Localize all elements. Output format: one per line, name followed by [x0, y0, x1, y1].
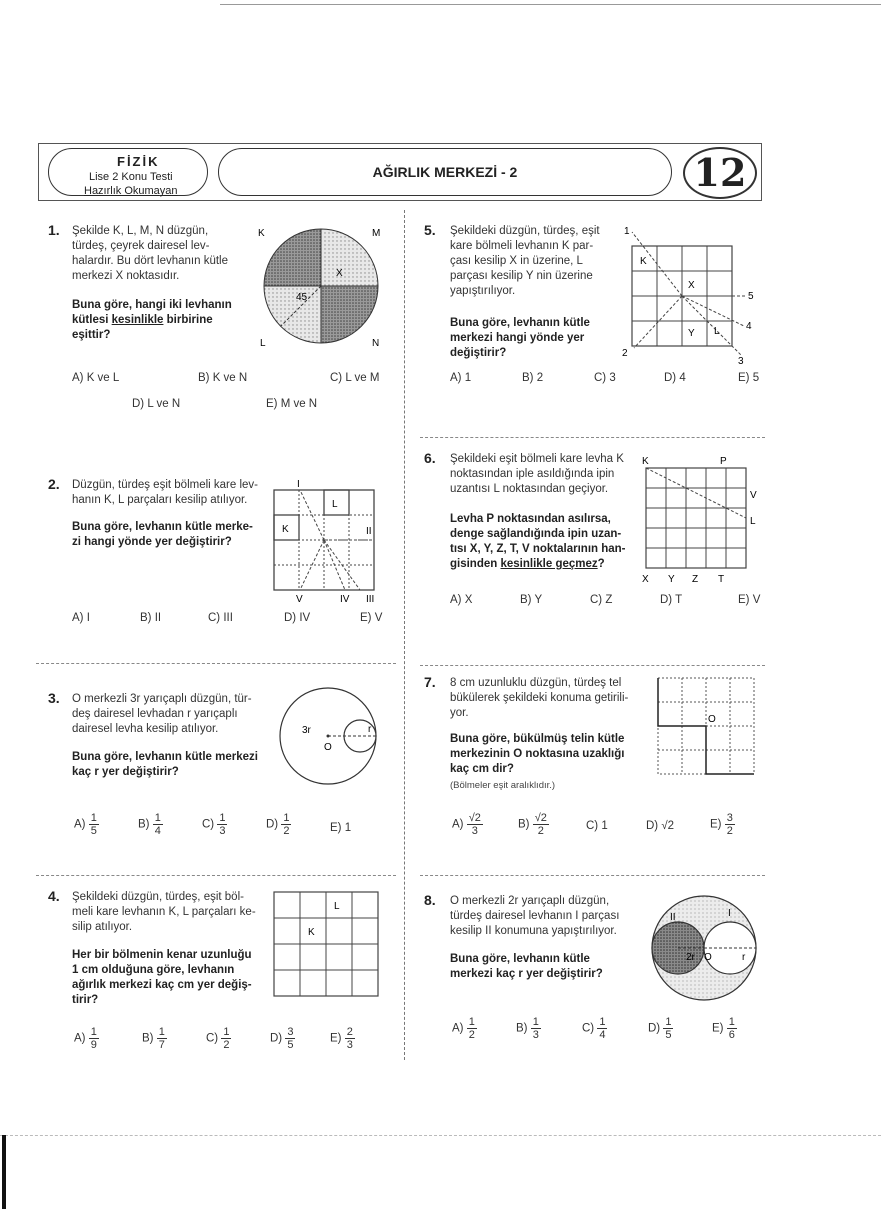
question-text [72, 478, 277, 508]
text-line: Şekildeki düzgün, türdeş, eşit [450, 225, 600, 237]
denominator: 5 [665, 1029, 672, 1041]
title-badge [218, 148, 672, 196]
option-e[interactable] [330, 1026, 355, 1051]
option-letter: B) [516, 1022, 528, 1035]
prompt-fragment: kütlesi [72, 314, 112, 326]
note: (Bölmeler eşit aralıklıdır.) [450, 780, 556, 791]
prompt-fragment: gisinden [450, 558, 501, 570]
prompt-line: Buna göre, levhanın kütle [450, 317, 590, 329]
option-letter: C) [206, 1032, 219, 1045]
question-prompt [72, 948, 272, 1008]
text-line: kesilip II konumuna yapıştırılıyor. [450, 925, 617, 937]
label-X: X [336, 268, 343, 279]
prompt-line: eşittir? [72, 329, 111, 341]
label-IV: IV [340, 594, 350, 605]
fraction [727, 1016, 737, 1041]
text-line: yor. [450, 707, 469, 719]
numerator: 1 [468, 1016, 475, 1028]
text-line: meli kare levhanın K, L parçaları ke- [72, 906, 256, 918]
prompt-line: kaç cm dir? [450, 763, 514, 775]
question-prompt [72, 298, 282, 343]
option-e[interactable] [710, 812, 735, 837]
prompt-fragment: birbirine [163, 314, 213, 326]
option-c[interactable] [206, 1026, 231, 1051]
label-V: V [296, 594, 303, 605]
label-L: L [750, 516, 756, 527]
option-b[interactable] [518, 812, 549, 837]
left-edge-bar [2, 1135, 6, 1209]
option-c[interactable]: C) 3 [594, 372, 616, 384]
text-line: O merkezli 3r yarıçaplı düzgün, tür- [72, 693, 252, 705]
option-c[interactable] [582, 1016, 607, 1041]
option-letter: D) [648, 1022, 661, 1035]
fraction [157, 1026, 167, 1051]
prompt-line: değiştirir? [450, 347, 507, 359]
emphasis: kesinlikle geçmez [500, 558, 598, 570]
numerator: 1 [665, 1016, 672, 1028]
page-title: AĞIRLIK MERKEZİ - 2 [372, 164, 518, 180]
denominator: 2 [537, 825, 544, 837]
question-number: 4. [48, 888, 60, 904]
text-line: yapıştırılıyor. [450, 285, 516, 297]
fraction [281, 812, 291, 837]
fraction [533, 812, 549, 837]
text-line: Şekildeki düzgün, türdeş, eşit böl- [72, 891, 244, 903]
prompt-line: merkezi hangi yönde yer [450, 332, 585, 344]
fraction [89, 1026, 99, 1051]
option-c[interactable] [202, 812, 227, 837]
numerator: 1 [532, 1016, 539, 1028]
text-line: 8 cm uzunluklu düzgün, türdeş tel [450, 677, 622, 689]
fraction [663, 1016, 673, 1041]
text-line: Düzgün, türdeş eşit bölmeli kare lev- [72, 479, 258, 491]
question-number: 8. [424, 892, 436, 908]
option-a[interactable]: A) X [450, 594, 473, 606]
bottom-divider [0, 1135, 881, 1136]
question-text [72, 224, 282, 284]
option-letter: D) [270, 1032, 283, 1045]
denominator: 3 [346, 1039, 353, 1051]
option-b[interactable] [138, 812, 163, 837]
fraction [467, 812, 483, 837]
option-e[interactable]: E) 1 [330, 822, 352, 834]
subject: FİZİK [117, 154, 160, 169]
test-number: 12 [683, 147, 757, 199]
label-X: X [688, 280, 695, 291]
option-letter: B) [138, 818, 150, 831]
label-L: L [334, 901, 340, 912]
option-d[interactable] [266, 812, 291, 837]
option-d[interactable]: D) L ve N [132, 398, 181, 410]
denominator: 4 [599, 1029, 606, 1041]
fraction [285, 1026, 295, 1051]
option-letter: C) [202, 818, 215, 831]
prompt-line: denge sağlandığında ipin uzan- [450, 528, 622, 540]
row-divider-5 [420, 875, 765, 876]
prompt-fragment: ? [597, 558, 605, 570]
prompt-line: Buna göre, bükülmüş telin kütle [450, 733, 625, 745]
prompt-line: merkezi kaç r yer değiştirir? [450, 968, 603, 980]
option-a[interactable]: A) I [72, 612, 90, 624]
denominator: 5 [90, 825, 97, 837]
option-a[interactable] [452, 1016, 477, 1041]
denominator: 2 [223, 1039, 230, 1051]
label-II: II [670, 912, 676, 923]
option-letter: E) [710, 818, 722, 831]
fraction [725, 812, 735, 837]
numerator: 1 [223, 1026, 230, 1038]
label-P: P [720, 456, 727, 467]
option-letter: D) [266, 818, 279, 831]
label-K: K [282, 524, 289, 535]
prompt-line: tirir? [72, 994, 99, 1006]
option-d[interactable]: D) T [660, 594, 683, 606]
circle-figure [274, 684, 386, 792]
numerator: 1 [154, 812, 161, 824]
option-letter: E) [712, 1022, 724, 1035]
prompt-line [72, 313, 282, 328]
option-b[interactable]: B) Y [520, 594, 543, 606]
option-a[interactable] [74, 812, 99, 837]
direction-5: 5 [748, 291, 754, 302]
prompt-line: zi hangi yönde yer değiştirir? [72, 536, 232, 548]
option-b[interactable] [142, 1026, 167, 1051]
question-text [72, 692, 282, 737]
text-line: türdeş dairesel levhanın I parçası [450, 910, 620, 922]
label-3r: 3r [302, 725, 311, 736]
denominator: 3 [532, 1029, 539, 1041]
label-L: L [260, 338, 266, 349]
column-divider [404, 210, 405, 1060]
text-line: türdeş, çeyrek dairesel lev- [72, 240, 210, 252]
text-line: dairesel levha kesilip atılıyor. [72, 723, 219, 735]
bent-wire-figure [654, 674, 760, 778]
question-prompt [72, 750, 282, 780]
grid-arrows-figure [618, 222, 758, 368]
fraction [217, 812, 227, 837]
numerator: √2 [468, 812, 481, 824]
label-II: II [366, 526, 372, 537]
text-line: kare bölmeli levhanın K par- [450, 240, 594, 252]
question-number: 1. [48, 222, 60, 238]
text-line: Şekilde K, L, M, N düzgün, [72, 225, 209, 237]
option-e[interactable]: E) M ve N [266, 398, 318, 410]
text-line: noktasından iple asıldığında ipin [450, 468, 615, 480]
label-M: M [372, 228, 381, 239]
prompt-line: kaç r yer değiştirir? [72, 766, 179, 778]
question-number: 2. [48, 476, 60, 492]
option-e[interactable] [712, 1016, 737, 1041]
fraction [531, 1016, 541, 1041]
denominator: 6 [728, 1029, 735, 1041]
question-text [72, 890, 272, 935]
numerator: √2 [534, 812, 547, 824]
option-letter: A) [452, 818, 464, 831]
label-angle: 45 [296, 292, 308, 303]
text-line: silip atılıyor. [72, 921, 133, 933]
option-b[interactable]: B) 2 [522, 372, 544, 384]
option-letter: E) [330, 1032, 342, 1045]
option-letter: B) [518, 818, 530, 831]
prompt-line: Buna göre, hangi iki levhanın [72, 299, 232, 311]
prompt-line: tısı X, Y, Z, T, V noktalarının han- [450, 543, 626, 555]
option-b[interactable] [516, 1016, 541, 1041]
prompt-line: Levha P noktasından asılırsa, [450, 513, 611, 525]
denominator: 2 [726, 825, 733, 837]
label-L: L [332, 499, 338, 510]
option-a[interactable] [74, 1026, 99, 1051]
prompt-line: Buna göre, levhanın kütle [450, 953, 590, 965]
square-grid-figure [270, 476, 382, 606]
direction-1: 1 [624, 226, 630, 237]
question-text [450, 894, 650, 939]
text-line: uzantısı L noktasından geçiyor. [450, 483, 609, 495]
fraction [345, 1026, 355, 1051]
numerator: 2 [346, 1026, 353, 1038]
direction-4: 4 [746, 321, 752, 332]
option-d[interactable]: D) √2 [646, 820, 675, 832]
question-prompt [72, 520, 277, 550]
denominator: 4 [154, 825, 161, 837]
fraction [221, 1026, 231, 1051]
label-K: K [308, 927, 315, 938]
label-N: N [372, 338, 380, 349]
option-letter: C) [582, 1022, 595, 1035]
numerator: 3 [287, 1026, 294, 1038]
label-O: O [708, 714, 716, 725]
option-letter: A) [452, 1022, 464, 1035]
prompt-line: merkezinin O noktasına uzaklığı [450, 748, 625, 760]
label-K: K [258, 228, 265, 239]
numerator: 1 [599, 1016, 606, 1028]
row-divider-2 [36, 663, 396, 664]
label-L: L [714, 326, 720, 337]
denominator: 2 [468, 1029, 475, 1041]
question-number: 3. [48, 690, 60, 706]
label-2r: 2r [686, 952, 695, 963]
denominator: 3 [471, 825, 478, 837]
option-c[interactable]: C) III [208, 612, 233, 624]
top-border-line [220, 4, 881, 5]
option-letter: A) [74, 818, 86, 831]
question-number: 6. [424, 450, 436, 466]
label-I: I [297, 479, 300, 490]
option-letter: B) [142, 1032, 154, 1045]
option-e[interactable]: E) 5 [738, 372, 760, 384]
numerator: 1 [728, 1016, 735, 1028]
text-line: bükülerek şekildeki konuma getirili- [450, 692, 629, 704]
fraction [89, 812, 99, 837]
label-I: I [728, 908, 731, 919]
prompt-line: Buna göre, levhanın kütle merkezi [72, 751, 258, 763]
label-Y: Y [688, 328, 695, 339]
text-line: deş dairesel levhadan r yarıçaplı [72, 708, 238, 720]
text-line: Şekildeki eşit bölmeli kare levha K [450, 453, 624, 465]
label-III: III [366, 594, 375, 605]
question-prompt [450, 952, 640, 982]
option-e[interactable]: E) V [360, 612, 383, 624]
label-K: K [642, 456, 649, 467]
label-X: X [642, 574, 649, 584]
numerator: 1 [158, 1026, 165, 1038]
label-V: V [750, 490, 757, 501]
option-d[interactable]: D) 4 [664, 372, 686, 384]
text-line: halardır. Bu dört levhanın kütle [72, 255, 228, 267]
option-c[interactable]: C) L ve M [330, 372, 380, 384]
label-K: K [640, 256, 647, 267]
grade: Lise 2 Konu Testi [89, 171, 173, 183]
option-b[interactable]: B) II [140, 612, 162, 624]
label-O: O [324, 742, 332, 753]
denominator: 2 [283, 825, 290, 837]
label-r: r [742, 952, 746, 963]
option-c[interactable]: C) Z [590, 594, 613, 606]
quarter-circle-figure [256, 224, 386, 349]
question-text [450, 452, 650, 497]
denominator: 5 [287, 1039, 294, 1051]
question-text [450, 676, 660, 721]
grid-figure [272, 888, 382, 1002]
question-text [450, 224, 620, 299]
direction-2: 2 [622, 348, 628, 359]
fraction [153, 812, 163, 837]
text-line: hanın K, L parçaları kesilip atılıyor. [72, 494, 248, 506]
direction-3: 3 [738, 356, 744, 367]
text-line: O merkezli 2r yarıçaplı düzgün, [450, 895, 610, 907]
question-number: 5. [424, 222, 436, 238]
fraction [597, 1016, 607, 1041]
option-b[interactable]: B) K ve N [198, 372, 248, 384]
option-d[interactable] [270, 1026, 295, 1051]
fraction [467, 1016, 477, 1041]
denominator: 3 [219, 825, 226, 837]
numerator: 1 [90, 1026, 97, 1038]
option-a[interactable]: A) K ve L [72, 372, 120, 384]
series: Hazırlık Okumayan [84, 185, 178, 197]
numerator: 1 [219, 812, 226, 824]
numerator: 1 [283, 812, 290, 824]
prompt-line: 1 cm olduğuna göre, levhanın [72, 964, 235, 976]
label-O: O [704, 952, 712, 963]
question-prompt [450, 732, 660, 777]
label-Y: Y [668, 574, 675, 584]
denominator: 9 [90, 1039, 97, 1051]
subject-badge [48, 148, 208, 196]
option-letter: A) [74, 1032, 86, 1045]
option-d[interactable]: D) IV [284, 612, 311, 624]
row-divider-4 [420, 665, 765, 666]
two-circles-figure [642, 892, 766, 1004]
option-a[interactable] [452, 812, 483, 837]
question-prompt [450, 316, 620, 361]
option-e[interactable]: E) V [738, 594, 761, 606]
row-divider-1 [420, 437, 765, 438]
emphasis: kesinlikle [111, 314, 164, 326]
option-a[interactable]: A) 1 [450, 372, 472, 384]
option-c[interactable]: C) 1 [586, 820, 608, 832]
numerator: 1 [90, 812, 97, 824]
text-line: parçası kesilip Y nin üzerine [450, 270, 593, 282]
denominator: 7 [158, 1039, 165, 1051]
label-r: r [368, 724, 372, 735]
text-line: merkezi X noktasıdır. [72, 270, 180, 282]
label-T: T [718, 574, 725, 584]
prompt-line: ağırlık merkezi kaç cm yer değiş- [72, 979, 252, 991]
label-Z: Z [692, 574, 699, 584]
numerator: 3 [726, 812, 733, 824]
row-divider-3 [36, 875, 396, 876]
hanging-plate-figure [638, 452, 764, 584]
question-number: 7. [424, 674, 436, 690]
prompt-line [450, 557, 650, 572]
prompt-line: Her bir bölmenin kenar uzunluğu [72, 949, 252, 961]
text-line: çası kesilip X in üzerine, L [450, 255, 583, 267]
prompt-line: Buna göre, levhanın kütle merke- [72, 521, 253, 533]
question-prompt [450, 512, 650, 572]
option-d[interactable] [648, 1016, 673, 1041]
